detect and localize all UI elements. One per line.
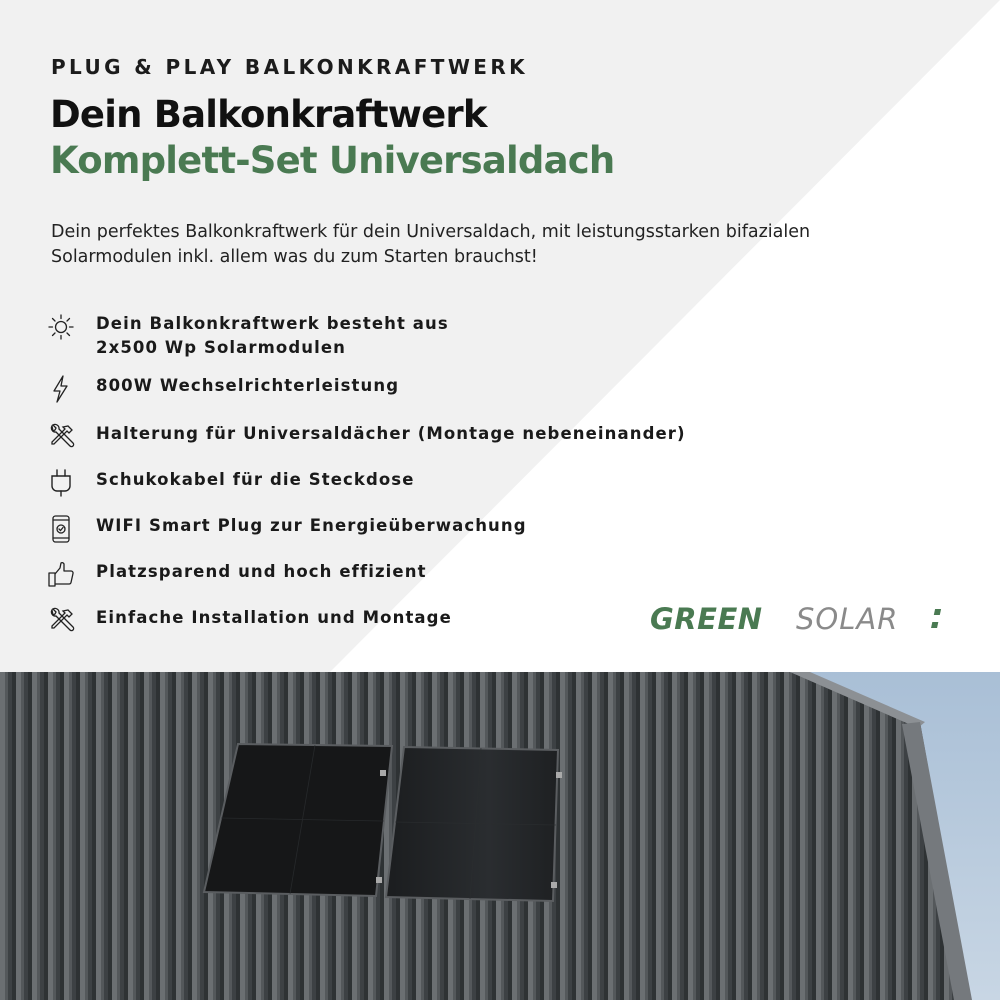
headline-line-1: Dein Balkonkraftwerk [50, 93, 487, 136]
feature-text: 800W Wechselrichterleistung [96, 376, 400, 395]
logo-green-text: GREEN [650, 602, 763, 636]
tools-icon [46, 606, 76, 636]
thumbs-up-icon [46, 560, 76, 590]
roof-illustration [0, 672, 1000, 1000]
sun-icon [46, 312, 76, 342]
feature-text-line-2: 2x500 Wp Solarmodulen [96, 338, 346, 357]
feature-text [96, 312, 449, 360]
feature-text: Schukokabel für die Steckdose [96, 470, 415, 489]
lightning-icon [46, 374, 76, 404]
feature-text: WIFI Smart Plug zur Energieüberwachung [96, 516, 527, 535]
feature-text: Platzsparend und hoch effizient [96, 562, 427, 581]
feature-text: Einfache Installation und Montage [96, 608, 452, 627]
greensolar-logo [650, 600, 950, 636]
tools-icon [46, 422, 76, 452]
logo-solar-text: SOLAR [796, 602, 899, 636]
roof-photo [0, 672, 1000, 1000]
feature-text-line-1: Dein Balkonkraftwerk besteht aus [96, 314, 449, 333]
feature-text: Halterung für Universaldächer (Montage nebeneinander) [96, 424, 686, 443]
intro-text: Dein perfektes Balkonkraftwerk für dein Universaldach, mit leistungsstarken bifazialen Solarmodulen inkl. allem was du zum Starten brauchst! [51, 222, 811, 267]
eyebrow-label: PLUG & PLAY BALKONKRAFTWERK [51, 55, 529, 79]
smartphone-icon [46, 514, 76, 544]
plug-icon [46, 468, 76, 498]
headline-line-2: Komplett-Set Universaldach [50, 139, 615, 182]
